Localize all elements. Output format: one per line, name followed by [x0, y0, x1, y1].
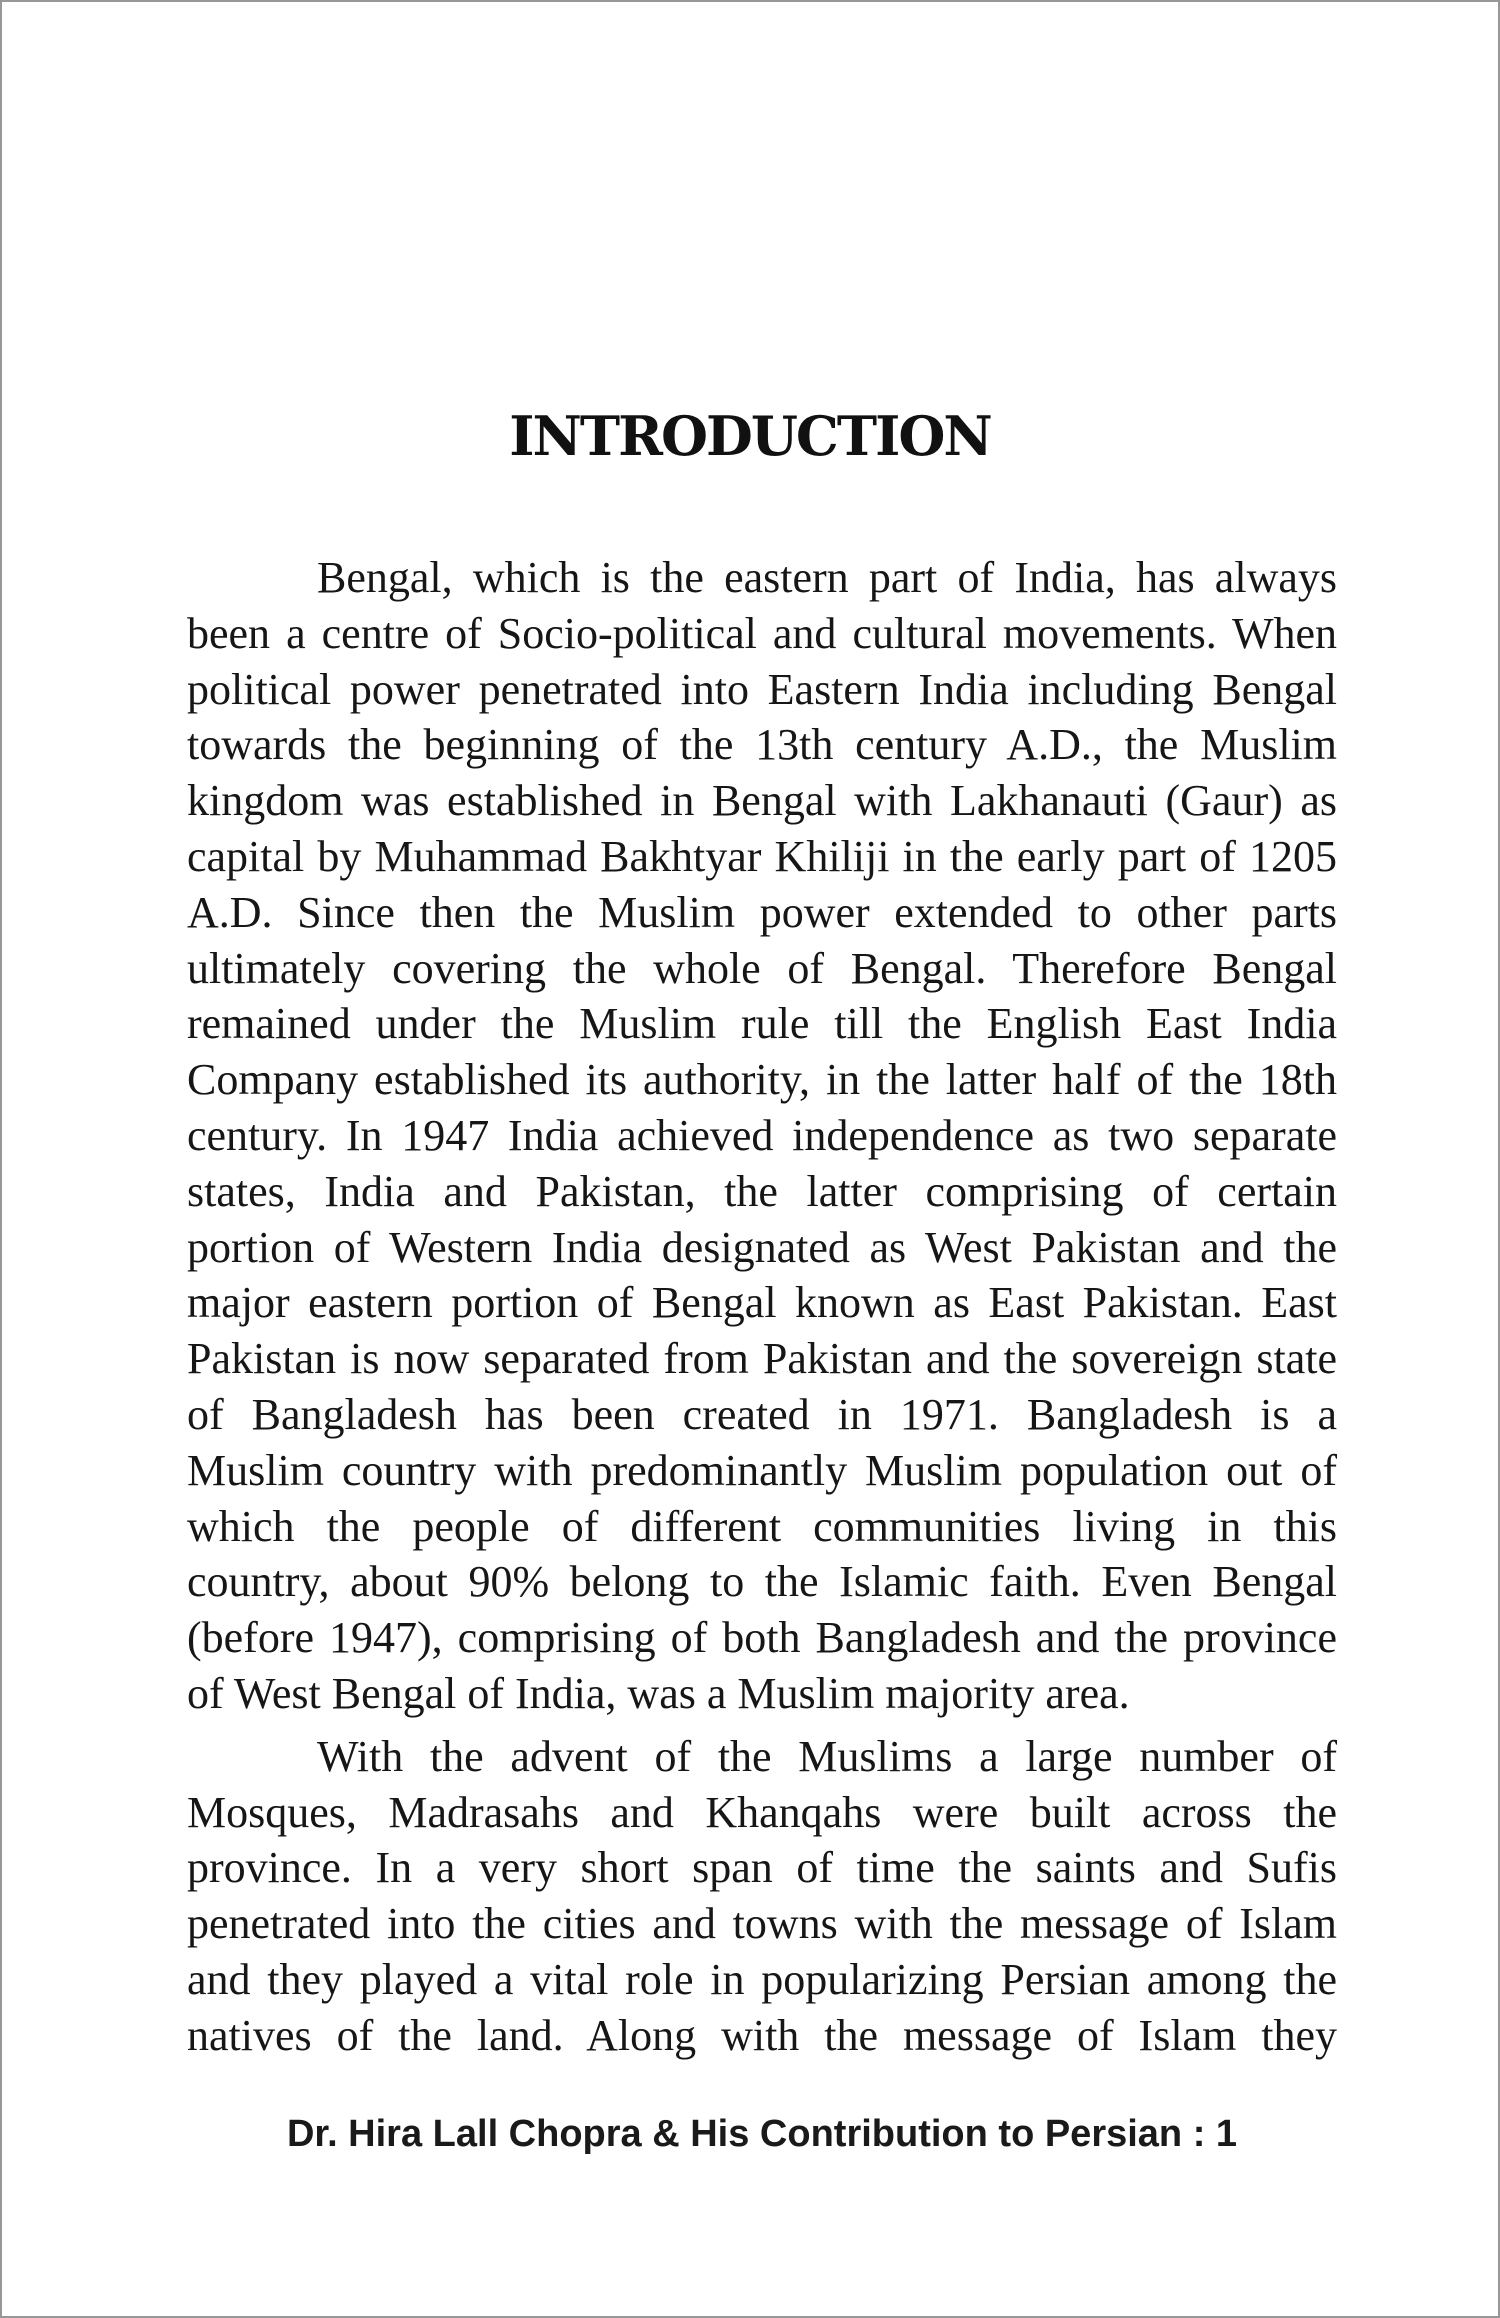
- text-line: province. In a very short span of time the saints and Sufis: [187, 1843, 1337, 1893]
- text-line: political power penetrated into Eastern India including Bengal: [187, 664, 1337, 714]
- text-line: which the people of different communities living in this: [187, 1501, 1337, 1551]
- text-line: states, India and Pakistan, the latter comprising of certain: [187, 1166, 1337, 1216]
- text-line: remained under the Muslim rule till the English East India: [187, 999, 1337, 1049]
- text-line: penetrated into the cities and towns with the message of Islam: [187, 1899, 1337, 1949]
- text-line: Mosques, Madrasahs and Khanqahs were built across the: [187, 1787, 1337, 1837]
- text-line: capital by Muhammad Bakhtyar Khiliji in the early part of 1205: [187, 831, 1337, 881]
- text-line: century. In 1947 India achieved independence as two separate: [187, 1110, 1337, 1160]
- text-line: A.D. Since then the Muslim power extended to other parts: [187, 887, 1337, 937]
- text-line: of Bangladesh has been created in 1971. Bangladesh is a: [187, 1389, 1337, 1439]
- text-line: Bengal, which is the eastern part of India, has always: [317, 553, 1337, 602]
- text-line: major eastern portion of Bengal known as East Pakistan. East: [187, 1278, 1337, 1328]
- text-line: towards the beginning of the 13th century A.D., the Muslim: [187, 720, 1337, 770]
- page-footer: Dr. Hira Lall Chopra & His Contribution to Persian : 1: [286, 2112, 1238, 2155]
- text-line: portion of Western India designated as West Pakistan and the: [187, 1222, 1337, 1272]
- page-title: INTRODUCTION: [509, 404, 991, 468]
- text-line: Muslim country with predominantly Muslim population out of: [187, 1445, 1337, 1495]
- text-line: ultimately covering the whole of Bengal. Therefore Bengal: [187, 943, 1337, 993]
- text-line: With the advent of the Muslims a large number of: [317, 1731, 1337, 1781]
- text-line: kingdom was established in Bengal with Lakhanauti (Gaur) as: [187, 776, 1337, 826]
- page-content: [187, 550, 1337, 2153]
- text-line: Pakistan is now separated from Pakistan and the sovereign state: [187, 1334, 1337, 1384]
- text-line: and they played a vital role in popularizing Persian among the: [187, 1954, 1337, 2004]
- paragraph-2: [187, 1729, 1337, 2064]
- text-line: Company established its authority, in the latter half of the 18th: [187, 1055, 1337, 1105]
- paragraph-1: [187, 550, 1337, 1722]
- text-line: natives of the land. Along with the message of Islam they: [187, 2010, 1337, 2060]
- text-line: (before 1947), comprising of both Bangladesh and the province: [187, 1613, 1337, 1663]
- text-line: of West Bengal of India, was a Muslim majority area.: [187, 1668, 1130, 1718]
- text-line: been a centre of Socio-political and cultural movements. When: [187, 608, 1337, 658]
- text-line: country, about 90% belong to the Islamic faith. Even Bengal: [187, 1557, 1337, 1607]
